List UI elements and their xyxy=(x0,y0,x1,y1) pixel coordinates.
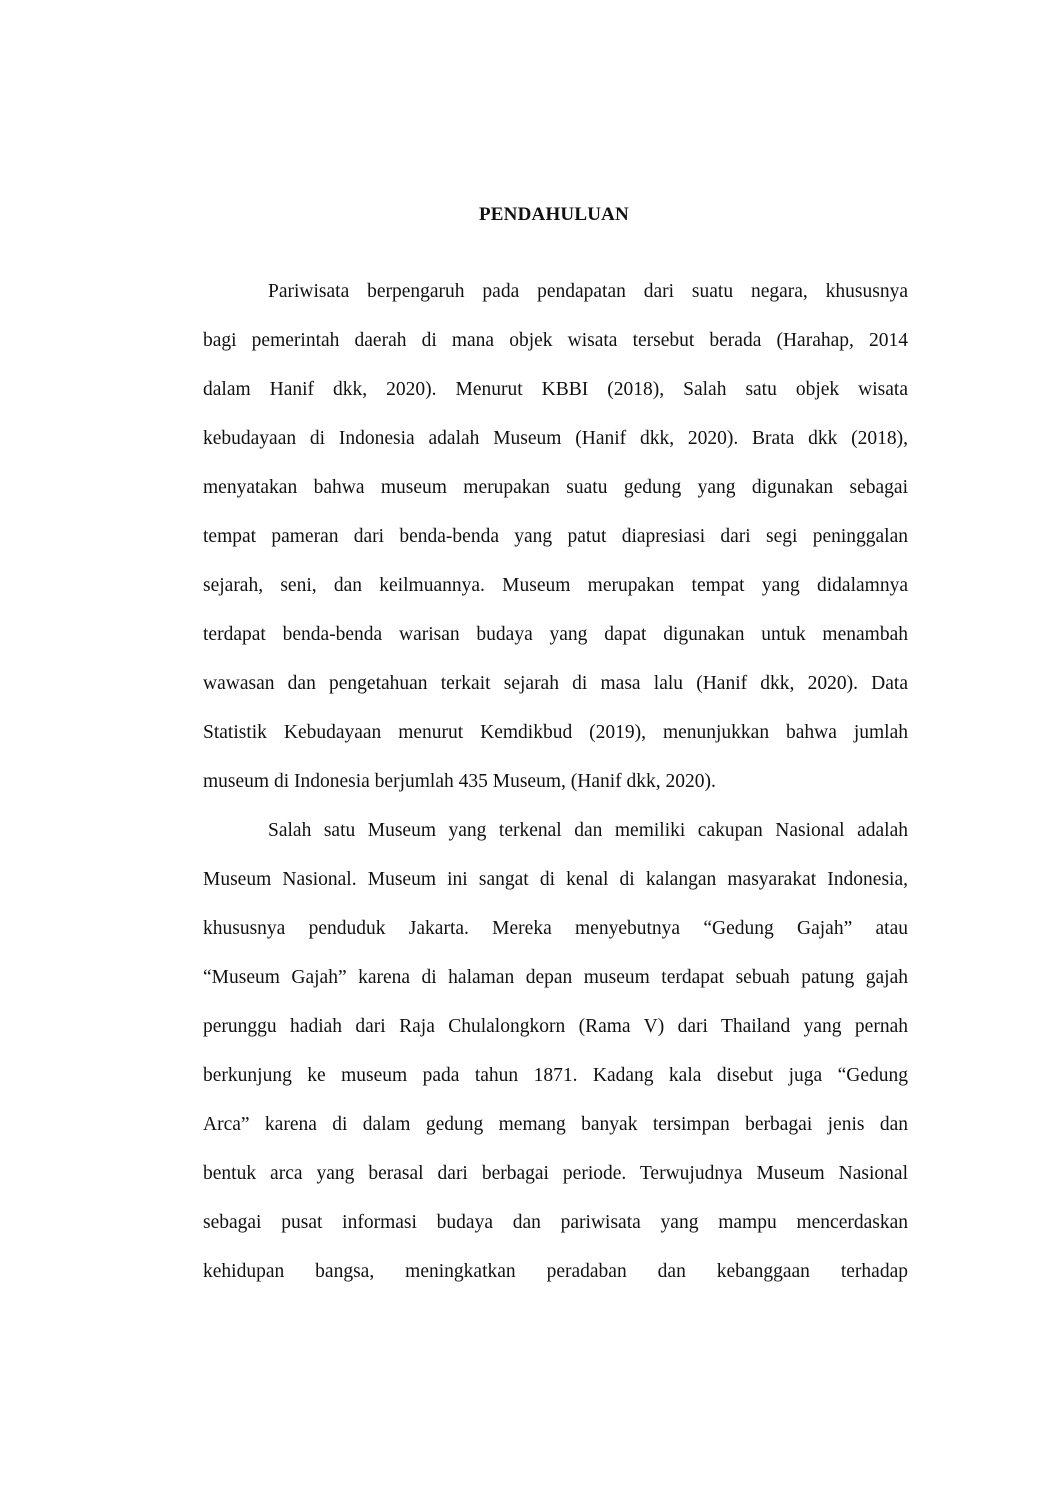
paragraph-1-line-7: sejarah, seni, dan keilmuannya. Museum merupakan tempat yang didalamnya xyxy=(203,575,908,596)
paragraph-2-line-1: Salah satu Museum yang terkenal dan memiliki cakupan Nasional adalah xyxy=(268,820,908,841)
paragraph-1-line-9: wawasan dan pengetahuan terkait sejarah di masa lalu (Hanif dkk, 2020). Data xyxy=(203,673,908,694)
paragraph-2-line-7: Arca” karena di dalam gedung memang banyak tersimpan berbagai jenis dan xyxy=(203,1114,908,1135)
paragraph-2-line-8: bentuk arca yang berasal dari berbagai periode. Terwujudnya Museum Nasional xyxy=(203,1163,908,1184)
paragraph-2-line-9: sebagai pusat informasi budaya dan pariwisata yang mampu mencerdaskan xyxy=(203,1212,908,1233)
paragraph-1-line-8: terdapat benda-benda warisan budaya yang dapat digunakan untuk menambah xyxy=(203,624,908,645)
paragraph-1-line-5: menyatakan bahwa museum merupakan suatu gedung yang digunakan sebagai xyxy=(203,477,908,498)
paragraph-2-line-6: berkunjung ke museum pada tahun 1871. Kadang kala disebut juga “Gedung xyxy=(203,1065,908,1086)
paragraph-1-line-6: tempat pameran dari benda-benda yang patut diapresiasi dari segi peninggalan xyxy=(203,526,908,547)
paragraph-2-line-2: Museum Nasional. Museum ini sangat di kenal di kalangan masyarakat Indonesia, xyxy=(203,869,908,890)
paragraph-2-line-3: khususnya penduduk Jakarta. Mereka menyebutnya “Gedung Gajah” atau xyxy=(203,918,908,939)
paragraph-2-line-4: “Museum Gajah” karena di halaman depan museum terdapat sebuah patung gajah xyxy=(203,967,908,988)
paragraph-2-line-5: perunggu hadiah dari Raja Chulalongkorn (Rama V) dari Thailand yang pernah xyxy=(203,1016,908,1037)
paragraph-1-line-1: Pariwisata berpengaruh pada pendapatan dari suatu negara, khususnya xyxy=(268,281,908,302)
paragraph-1-line-10: Statistik Kebudayaan menurut Kemdikbud (2019), menunjukkan bahwa jumlah xyxy=(203,722,908,743)
paragraph-1-line-2: bagi pemerintah daerah di mana objek wisata tersebut berada (Harahap, 2014 xyxy=(203,330,908,351)
paragraph-1-line-3: dalam Hanif dkk, 2020). Menurut KBBI (2018), Salah satu objek wisata xyxy=(203,379,908,400)
paragraph-1-line-11: museum di Indonesia berjumlah 435 Museum, (Hanif dkk, 2020). xyxy=(203,771,716,792)
paragraph-1-line-4: kebudayaan di Indonesia adalah Museum (Hanif dkk, 2020). Brata dkk (2018), xyxy=(203,428,908,449)
paragraph-2-line-10: kehidupan bangsa, meningkatkan peradaban dan kebanggaan terhadap xyxy=(203,1261,908,1282)
section-heading: PENDAHULUAN xyxy=(479,204,629,225)
